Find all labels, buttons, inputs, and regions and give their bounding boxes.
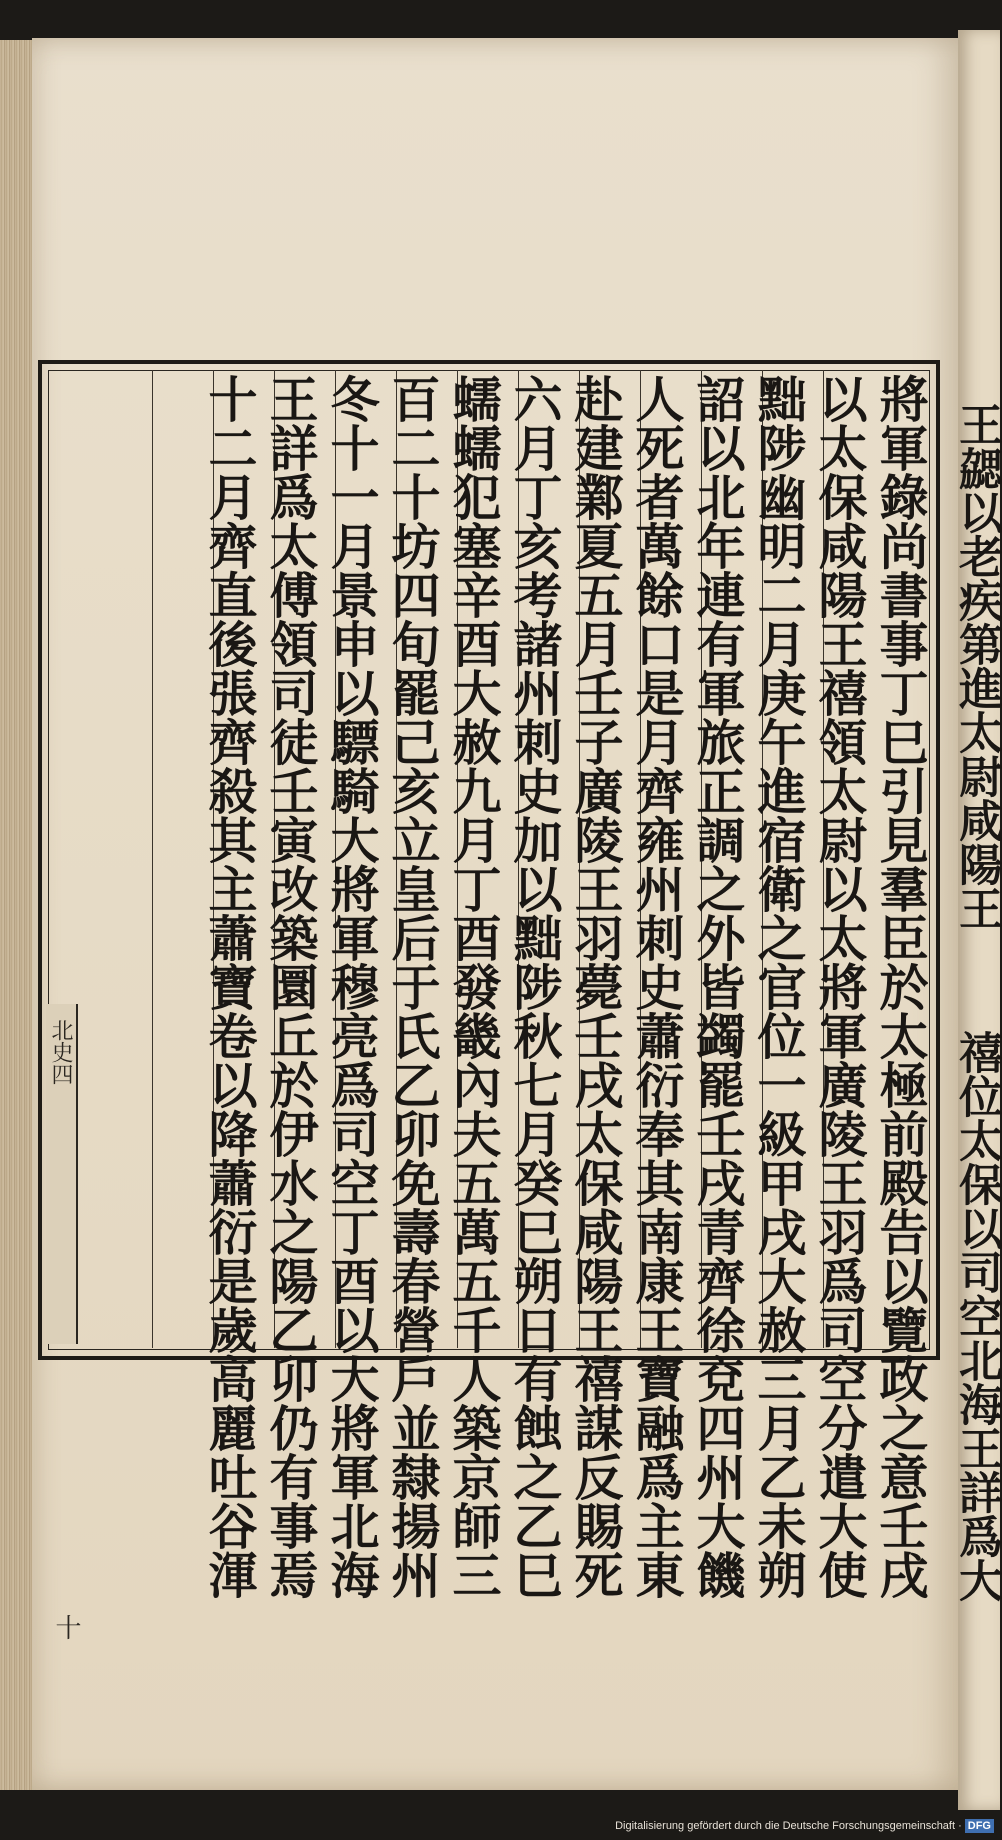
text-column-8: 蠕蠕犯塞辛酉大赦九月丁酉發畿內夫五萬五千人築京師三 [445, 374, 503, 1599]
text-column-10: 冬十一月景申以驃騎大將軍穆亮爲司空丁酉以大將軍北海 [323, 374, 381, 1599]
facing-page-column: 王勰以老疾第進太尉咸陽王 [951, 402, 1002, 930]
column-rule [152, 370, 153, 1348]
fish-tail-label: 北史四 [48, 1019, 73, 1085]
facing-page-overlay [951, 30, 1002, 1810]
footer-text: Digitalisierung gefördert durch die Deutsche Forschungsgemeinschaft · [615, 1820, 962, 1832]
text-column-12: 十二月齊直後張齊殺其主蕭寶卷以降蕭衍是歲高麗吐谷渾 [201, 374, 259, 1599]
text-column-2: 以太保咸陽王禧領太尉以太將軍廣陵王羽爲司空分遣大使 [811, 374, 869, 1599]
text-column-11: 王詳爲太傅領司徒壬寅改築圜丘於伊水之陽乙卯仍有事焉 [262, 374, 320, 1599]
dfg-logo: DFG [965, 1819, 994, 1833]
text-column-6: 赴建鄴夏五月壬子廣陵王羽薨壬戌太保咸陽王禧謀反賜死 [567, 374, 625, 1599]
text-column-9: 百二十坊四旬罷己亥立皇后于氏乙卯免壽春營戶並隸揚州 [384, 374, 442, 1599]
text-column-5: 人死者萬餘口是月齊雍州刺史蕭衍奉其南康王寶融爲主東 [628, 374, 686, 1599]
facing-page-column: 禧位太保以司空北海王詳爲大 [951, 1030, 1002, 1602]
text-frame [38, 360, 940, 1640]
text-column-7: 六月丁亥考諸州刺史加以黜陟秋七月癸巳朔日有蝕之乙巳 [506, 374, 564, 1599]
digitization-footer [0, 1812, 1000, 1840]
leaf-number: 十 [51, 1614, 81, 1640]
text-column-4: 詔以北年連有軍旅正調之外皆蠲罷壬戌青齊徐兗四州大饑 [689, 374, 747, 1599]
text-column-1: 將軍錄尚書事丁巳引見羣臣於太極前殿告以覽政之意壬戌 [872, 374, 930, 1599]
text-column-3: 黜陟幽明二月庚午進宿衛之官位一級甲戌大赦三月乙未朔 [750, 374, 808, 1599]
